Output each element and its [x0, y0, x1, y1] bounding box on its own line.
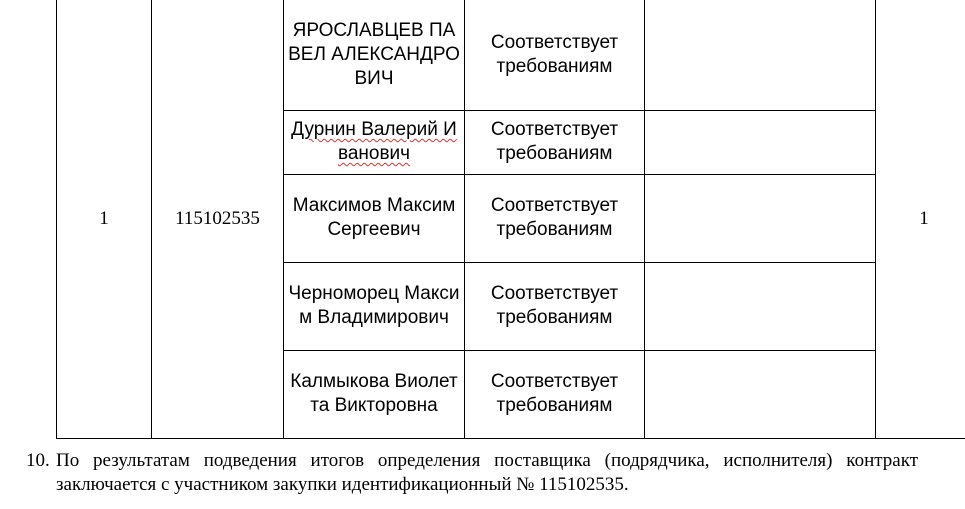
member-name-cell: [284, 350, 465, 438]
participant-id-cell: 115102535: [152, 0, 284, 438]
member-status-cell: [465, 0, 645, 110]
member-status-cell: [465, 174, 645, 262]
member-status: Соответствует требованиям: [490, 283, 619, 328]
member-name: Максимов Максим Сергеевич: [292, 195, 456, 240]
table-row: [57, 0, 965, 110]
member-status: Соответствует требованиям: [490, 371, 619, 416]
member-name: ЯРОСЛАВЦЕВ ПАВЕЛ АЛЕКСАНДРОВИЧ: [288, 19, 460, 89]
member-name-cell: [284, 262, 465, 350]
paragraph-number: 10.: [26, 450, 50, 471]
member-name: Черноморец Максим Владимирович: [288, 283, 460, 328]
member-status: Соответствует требованиям: [490, 31, 619, 77]
member-status-cell: [465, 110, 645, 174]
member-status-cell: [465, 262, 645, 350]
paragraph-text: По результатам подведения итогов определения поставщика (подрядчика, исполнителя) контракт заключается с участником закупки идентификационный № 115102535.: [56, 450, 918, 495]
row-number-cell: 1: [57, 0, 152, 438]
results-table-container: [56, 0, 929, 438]
results-table: [56, 0, 965, 439]
member-extra-cell: [645, 110, 876, 174]
paragraph-10: [26, 449, 918, 497]
member-name: Дурнин Валерий Иванович: [291, 119, 457, 164]
member-name-cell: [284, 0, 465, 110]
member-extra-cell: [645, 262, 876, 350]
member-name-cell: [284, 110, 465, 174]
member-status: Соответствует требованиям: [490, 119, 619, 164]
member-name: Калмыкова Виолетта Викторовна: [290, 371, 458, 416]
rank-cell: 1: [876, 0, 965, 438]
member-name-cell: [284, 174, 465, 262]
member-status-cell: [465, 350, 645, 438]
member-extra-cell: [645, 174, 876, 262]
member-status: Соответствует требованиям: [490, 195, 619, 240]
member-extra-cell: [645, 0, 876, 110]
member-extra-cell: [645, 350, 876, 438]
